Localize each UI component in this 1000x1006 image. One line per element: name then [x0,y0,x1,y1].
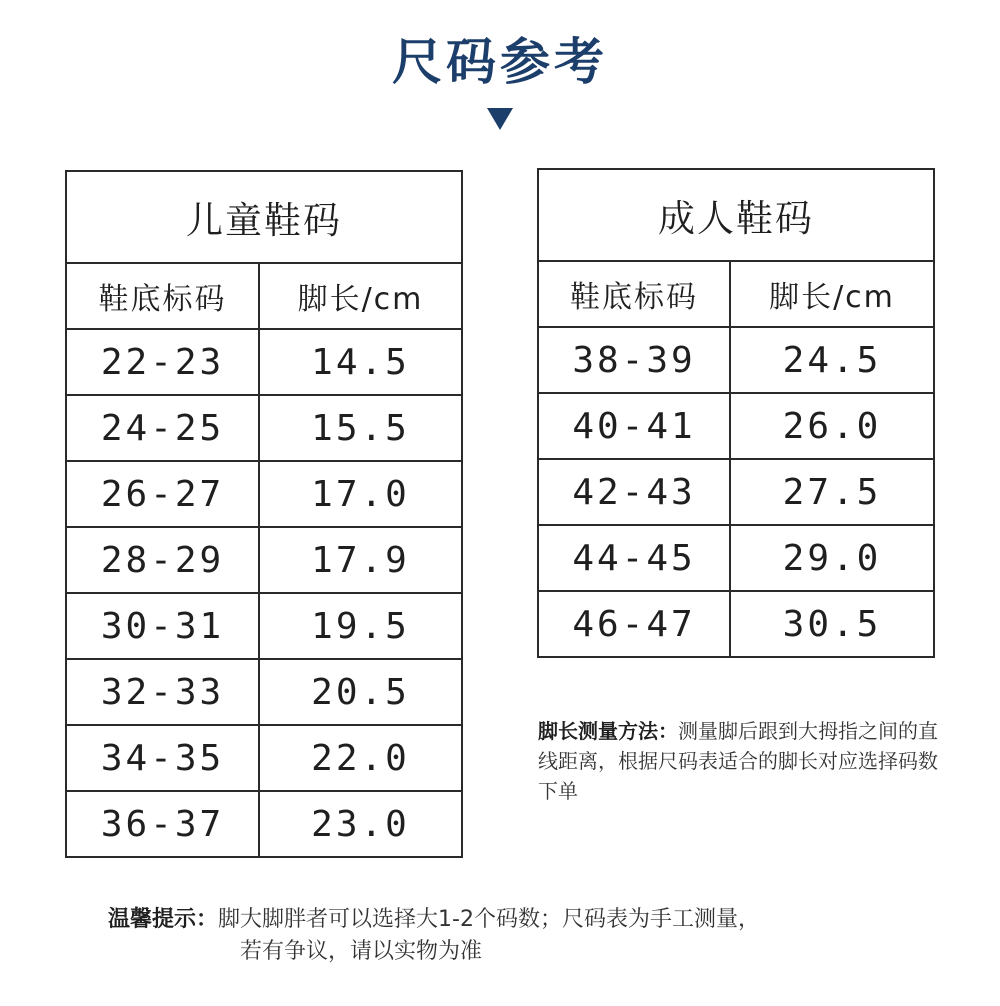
table-row [538,591,934,657]
length-cell: 23.0 [259,791,462,857]
measurement-note-text: 测量脚后跟到大拇指之间的直线距离，根据尺码表适合的脚长对应选择码数下单 [538,719,938,803]
table-row [66,725,462,791]
table-row [66,527,462,593]
size-cell: 32-33 [66,659,259,725]
length-cell: 24.5 [730,327,934,393]
length-cell: 17.0 [259,461,462,527]
table-row [538,459,934,525]
table-row [66,659,462,725]
length-cell: 19.5 [259,593,462,659]
size-cell: 40-41 [538,393,730,459]
table-row [538,393,934,459]
length-cell: 22.0 [259,725,462,791]
length-cell: 17.9 [259,527,462,593]
size-cell: 22-23 [66,329,259,395]
measurement-note [538,716,948,806]
down-arrow-icon [487,108,513,130]
table-row [538,525,934,591]
warm-tip-line2: 若有争议，请以实物为准 [240,939,483,964]
warm-tip [108,904,968,968]
length-cell: 26.0 [730,393,934,459]
size-cell: 44-45 [538,525,730,591]
size-cell: 46-47 [538,591,730,657]
size-cell: 34-35 [66,725,259,791]
length-cell: 30.5 [730,591,934,657]
size-cell: 36-37 [66,791,259,857]
table-row [66,395,462,461]
size-cell: 28-29 [66,527,259,593]
size-cell: 42-43 [538,459,730,525]
adult-header-size: 鞋底标码 [538,261,730,327]
kids-size-table [65,170,463,858]
measurement-note-label: 脚长测量方法： [538,719,678,743]
page-title: 尺码参考 [392,33,608,91]
table-row [66,593,462,659]
adult-table-caption: 成人鞋码 [538,169,934,261]
table-row [538,327,934,393]
table-row [66,461,462,527]
adult-header-length: 脚长/cm [730,261,934,327]
table-row [66,791,462,857]
kids-table-caption: 儿童鞋码 [66,171,462,263]
length-cell: 20.5 [259,659,462,725]
length-cell: 14.5 [259,329,462,395]
adult-size-table [537,168,935,658]
length-cell: 15.5 [259,395,462,461]
size-cell: 24-25 [66,395,259,461]
table-row [66,329,462,395]
warm-tip-label: 温馨提示： [108,907,219,932]
length-cell: 29.0 [730,525,934,591]
length-cell: 27.5 [730,459,934,525]
kids-header-length: 脚长/cm [259,263,462,329]
warm-tip-line1: 脚大脚胖者可以选择大1-2个码数；尺码表为手工测量， [218,907,760,932]
size-cell: 26-27 [66,461,259,527]
kids-header-size: 鞋底标码 [66,263,259,329]
size-cell: 38-39 [538,327,730,393]
size-cell: 30-31 [66,593,259,659]
